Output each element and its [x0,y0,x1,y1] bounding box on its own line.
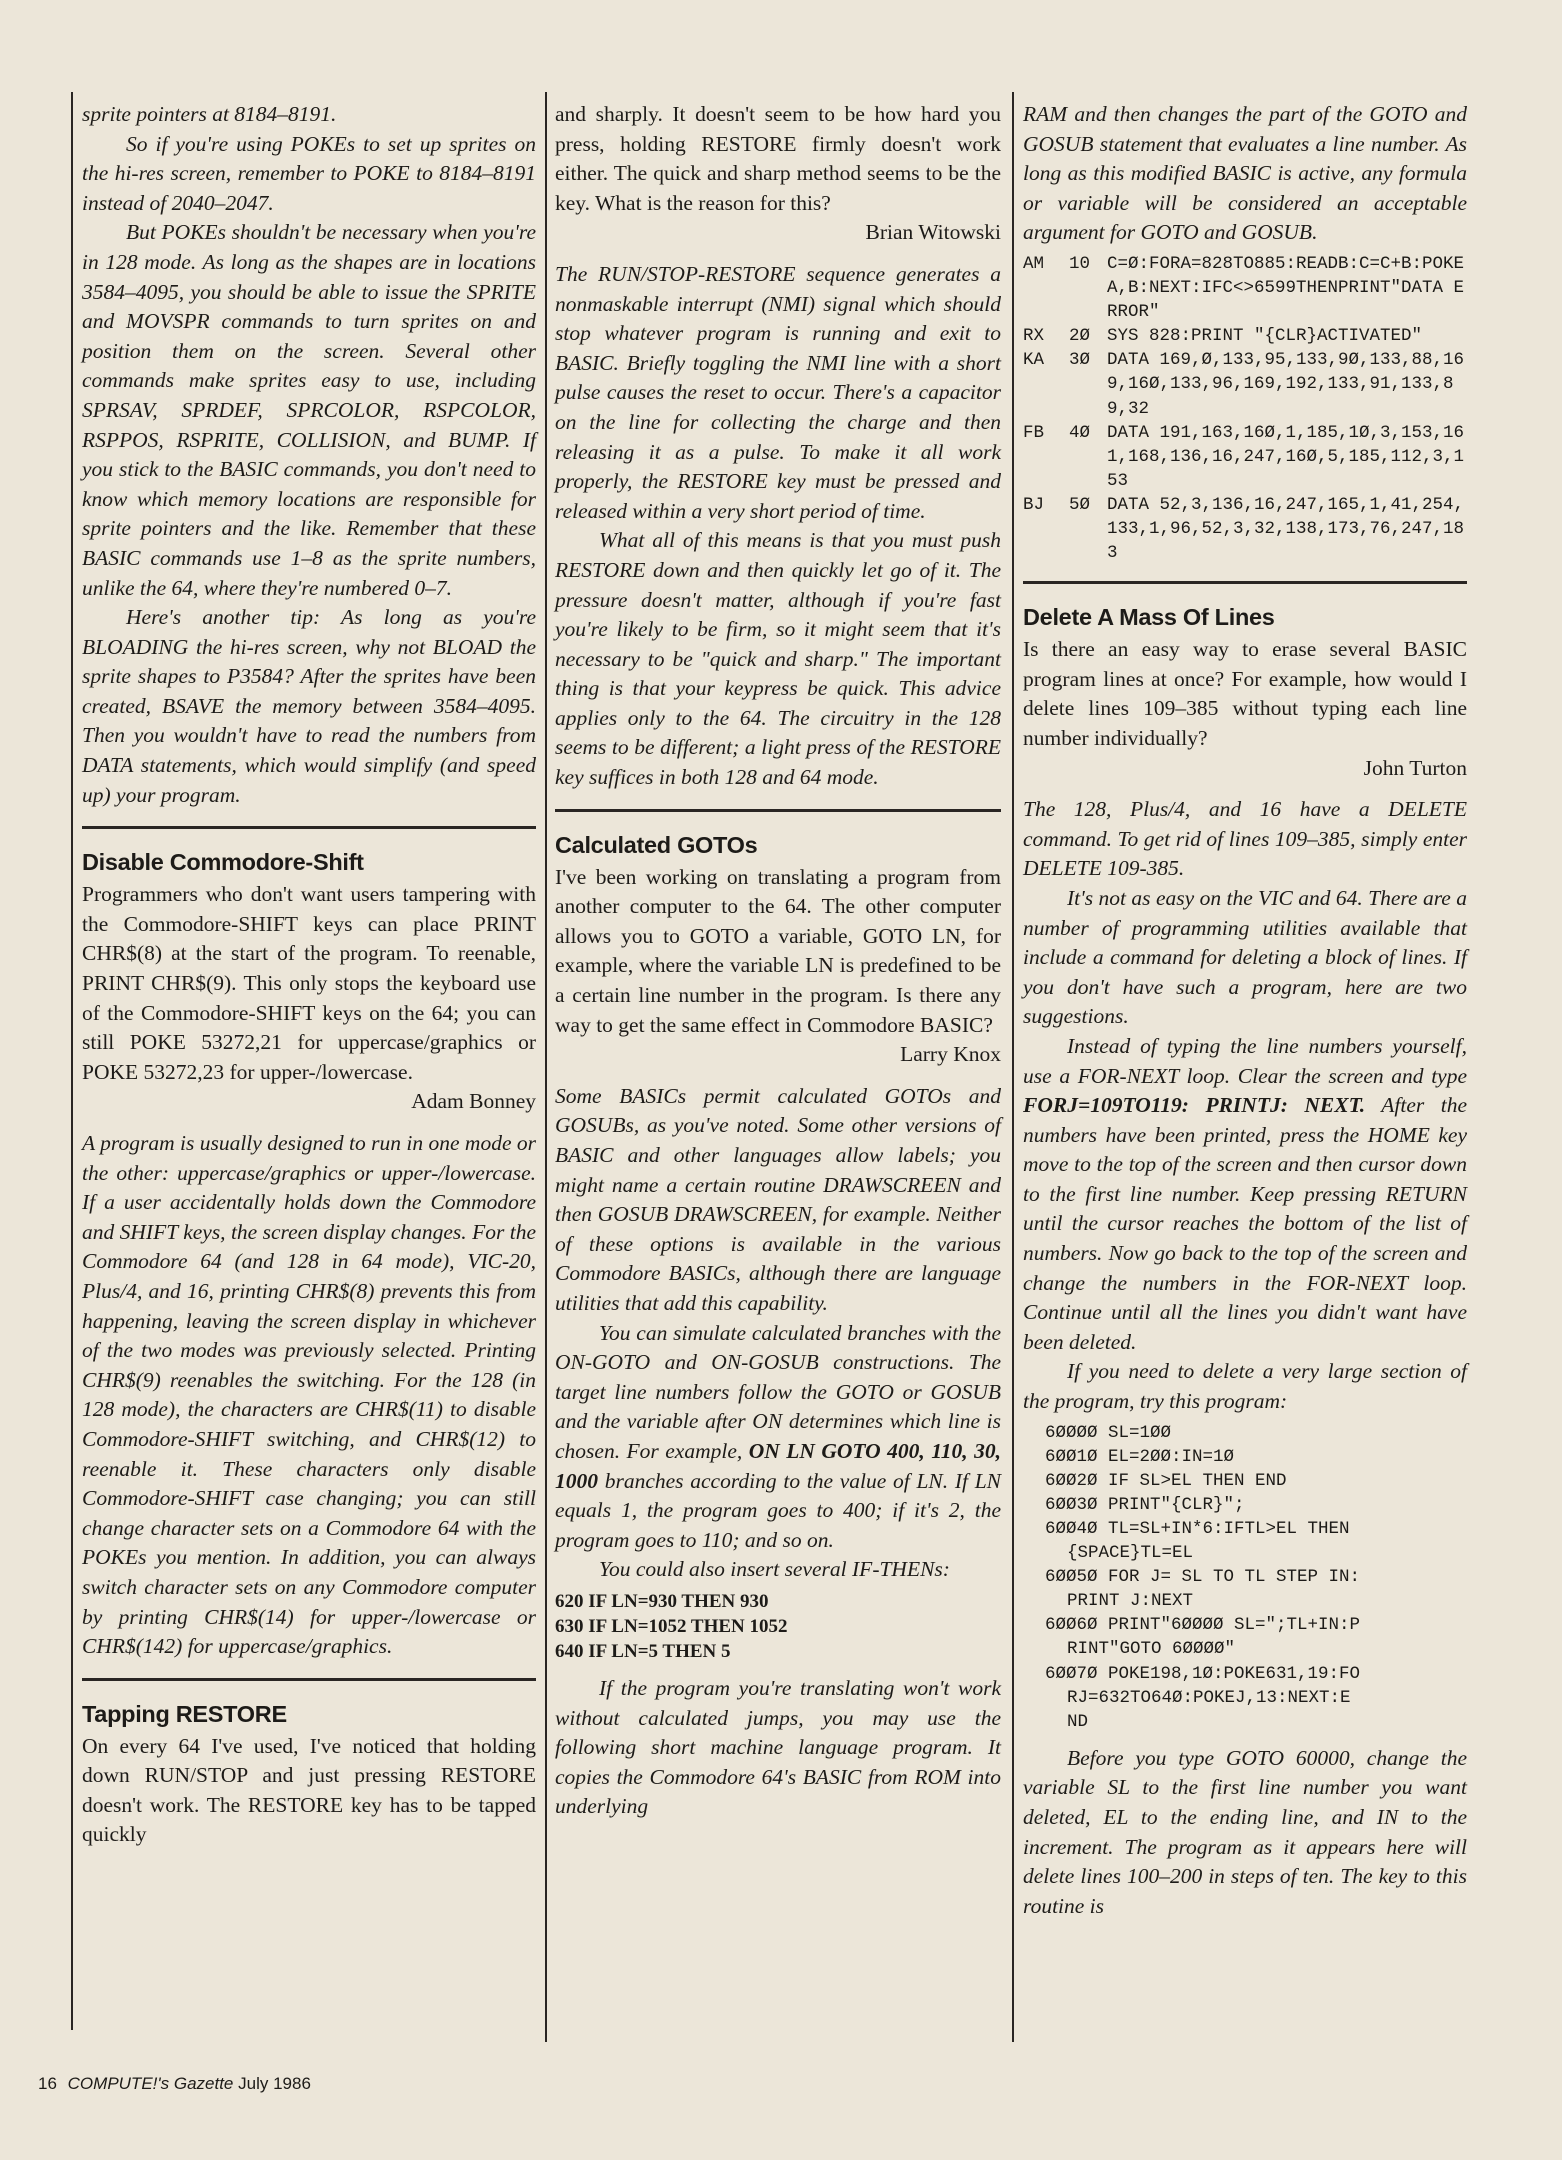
answer-paragraph: You could also insert several IF-THENs: [599,1557,950,1582]
section-heading-delete-lines: Delete A Mass Of Lines [1023,604,1275,631]
reader-question: and sharply. It doesn't seem to be how hard you press, holding RESTORE firmly doesn't work either. The quick and sharp method seems to be the key. What is the reason for this? [555,102,1001,215]
reader-question: Programmers who don't want users tampering with the Commodore-SHIFT keys can place PRINT CHR$(8) at the start of the program. To reenable, PRINT CHR$(9). This only stops the keyboard use of the Commodore-SHIFT keys on the 64; you can still POKE 53272,21 for uppercase/graphics or POKE 53272,23 for upper-/lowercase. [82,882,536,1084]
answer-paragraph: The RUN/STOP-RESTORE sequence generates a nonmaskable interrupt (NMI) signal which should stop whatever program is running and exit to BASIC. Briefly toggling the NMI line with a short pulse causes the reset to occur. There's a capacitor on the line for collecting the charge and then releasing it as a pulse. To make it all work properly, the RESTORE key must be pressed and released within a very short period of time. [555,261,1001,523]
program-line [1023,1469,1467,1493]
section-divider [1023,581,1467,584]
code-line: 630 IF LN=1052 THEN 1052 [555,1615,788,1637]
answer-paragraph: RAM and then changes the part of the GOTO and GOSUB statement that evaluates a line number. As long as this modified BASIC is active, any formula or variable will be considered an acceptable argument for GOTO and GOSUB. [1023,102,1467,245]
answer-text: After the numbers have been printed, press the HOME key move to the top of the screen and then cursor down to the first line number. Keep pressing RETURN until the cursor reaches the bottom of the list of numbers. Now go back to the top of the screen and change the numbers in the FOR-NEXT loop. Continue until all the lines you didn't want have been deleted. [1023,1093,1467,1354]
program-line-text: 6ØØ7Ø POKE198,1Ø:POKE631,19:FO RJ=632TO64Ø:POKEJ,13:NEXT:E ND [1045,1663,1361,1732]
line-code: DATA 191,163,16Ø,1,185,1Ø,3,153,161,168,136,16,247,16Ø,5,185,112,3,153 [1107,422,1465,491]
listing-line [1023,421,1467,493]
column-divider-1 [545,92,547,2042]
section-heading-tapping-restore: Tapping RESTORE [82,1700,287,1727]
section-heading-disable-commodore-shift: Disable Commodore-Shift [82,849,364,876]
program-line-text: 6ØØ6Ø PRINT"6ØØØØ SL=";TL+IN:P RINT"GOTO 6ØØØØ" [1045,1615,1361,1660]
column-divider-left [71,92,73,2030]
program-line [1023,1493,1467,1517]
reader-signature: Brian Witowski [865,220,1001,245]
inline-code: ON LN GOTO 400, 110, 30, 1000 [555,1438,1001,1493]
reader-signature: Larry Knox [900,1042,1001,1067]
code-example [555,1589,1001,1664]
code-line: 620 IF LN=930 THEN 930 [555,1590,769,1612]
section-divider [555,809,1001,812]
reader-question: I've been working on translating a program from another computer to the 64. The other computer allows you to GOTO a variable, GOTO LN, for example, where the variable LN is predefined to be a certain line number in the program. Is there any way to get the same effect in Commodore BASIC? [555,864,1001,1037]
listing-line [1023,348,1467,420]
paragraph: Here's another tip: As long as you're BLOADING the hi-res screen, why not BLOAD the sprite shapes to P3584? After the sprites have been created, BSAVE the memory between 3584–4095. Then you wouldn't have to read the numbers from DATA statements, which would simplify (and speed up) your program. [82,605,536,807]
program-line-text: 6ØØ2Ø IF SL>EL THEN END [1045,1470,1287,1491]
checksum: KA [1023,350,1045,371]
answer-paragraph: A program is usually designed to run in one mode or the other: uppercase/graphics or upper-/lowercase. If a user accidentally holds down the Commodore and SHIFT keys, the screen display changes. For the Commodore 64 (and 128 in 64 mode), VIC-20, Plus/4, and 16, printing CHR$(8) prevents this from happening, leaving the screen display in whichever of the two modes was previously selected. Printing CHR$(9) reenables the switching. For the 128 (in 128 mode), the characters are CHR$(11) to disable Commodore-SHIFT switching, and CHR$(12) to reenable it. These characters only disable Commodore-SHIFT case changing; you can still change character sets on a Commodore 64 with the POKEs you mention. In addition, you can always switch character sets on any Commodore computer by printing CHR$(14) for upper-/lowercase or CHR$(142) for uppercase/graphics. [82,1131,536,1659]
paragraph: So if you're using POKEs to set up sprites on the hi-res screen, remember to POKE to 8184–8191 instead of 2040–2047. [82,131,536,215]
section-divider [82,826,536,829]
answer-paragraph: Some BASICs permit calculated GOTOs and GOSUBs, as you've noted. Some other versions of BASIC and other languages allow labels; you might name a certain routine DRAWSCREEN and then GOSUB DRAWSCREEN, for example. Neither of these options is available in the various Commodore BASICs, although there are language utilities that add this capability. [555,1083,1001,1315]
answer-paragraph: It's not as easy on the VIC and 64. There are a number of programming utilities available that include a command for deleting a block of lines. If you don't have such a program, here are two suggestions. [1023,885,1467,1029]
line-number: 4Ø [1069,422,1091,443]
line-code: DATA 169,Ø,133,95,133,9Ø,133,88,169,16Ø,133,96,169,192,133,91,133,89,32 [1107,350,1465,419]
paragraph: But POKEs shouldn't be necessary when you're in 128 mode. As long as the shapes are in locations 3584–4095, you should be able to issue the SPRITE and MOVSPR commands to turn sprites on and position them on the screen. Several other commands make sprites easy to use, including SPRSAV, SPRDEF, SPRCOLOR, RSPCOLOR, RSPPOS, RSPRITE, COLLISION, and BUMP. If you stick to the BASIC commands, you don't need to know which memory locations are responsible for sprite pointers and the like. Remember that these BASIC commands use 1–8 as the sprite numbers, unlike the 64, where they're numbered 0–7. [82,220,536,600]
program-line-text: 6ØØ3Ø PRINT"{CLR}"; [1045,1494,1245,1515]
listing-line [1023,252,1467,324]
answer-paragraph [555,1319,1001,1556]
answer-paragraph [1023,1032,1467,1358]
column-divider-2 [1012,92,1014,2042]
section-divider [82,1678,536,1681]
listing-line [1023,324,1467,348]
column-1 [82,100,536,1850]
paragraph: sprite pointers at 8184–8191. [82,102,337,126]
line-number: 2Ø [1069,326,1091,347]
program-line [1023,1662,1467,1734]
reader-signature: Adam Bonney [411,1089,536,1114]
program-line [1023,1517,1467,1565]
section-heading-calculated-gotos: Calculated GOTOs [555,831,758,858]
code-line: 640 IF LN=5 THEN 5 [555,1640,731,1662]
answer-text: Instead of typing the line numbers yourself, use a FOR-NEXT loop. Clear the screen and type [1023,1033,1467,1088]
answer-paragraph: Before you type GOTO 60000, change the variable SL to the first line number you want deleted, EL to the ending line, and IN to the increment. The program as it appears here will delete lines 100–200 in steps of ten. The key to this routine is [1023,1745,1467,1918]
reader-signature: John Turton [1363,755,1467,780]
program-line [1023,1613,1467,1661]
listing-line [1023,493,1467,565]
program-line [1023,1445,1467,1469]
column-2 [555,100,1001,1822]
program-line-text: 6ØØØØ SL=1ØØ [1045,1422,1172,1443]
program-line-text: 6ØØ4Ø TL=SL+IN*6:IFTL>EL THEN {SPACE}TL=EL [1045,1519,1350,1564]
inline-code: FORJ=109TO119: PRINTJ: NEXT. [1023,1093,1366,1118]
column-3 [1023,100,1467,1921]
answer-text: branches according to the value of LN. If LN equals 1, the program goes to 400; if it's 2, the program goes to 110; and so on. [555,1468,1001,1552]
line-number: 5Ø [1069,494,1091,515]
line-number: 3Ø [1069,350,1091,371]
checksum: FB [1023,422,1045,443]
answer-paragraph: What all of this means is that you must push RESTORE down and then quickly let go of it. The pressure doesn't matter, although if you're fast you're likely to be firm, so it might seem that it's necessary to be "quick and sharp." The important thing is that your keypress be quick. This advice applies only to the 64. The circuitry in the 128 seems to be different; a light press of the RESTORE key suffices in both 128 and 64 mode. [555,528,1001,790]
page-footer [38,2074,311,2094]
line-code: SYS 828:PRINT "{CLR}ACTIVATED" [1107,326,1423,347]
program-line [1023,1421,1467,1445]
answer-paragraph: If you need to delete a very large section of the program, try this program: [1023,1359,1467,1414]
checksum: BJ [1023,494,1045,515]
page-number: 16 [38,2074,57,2093]
line-code: DATA 52,3,136,16,247,165,1,41,254,133,1,96,52,3,32,138,173,76,247,183 [1107,494,1465,564]
answer-paragraph: The 128, Plus/4, and 16 have a DELETE command. To get rid of lines 109–385, simply enter DELETE 109-385. [1023,797,1467,881]
magazine-name: COMPUTE!'s Gazette [67,2074,234,2093]
checksum: RX [1023,326,1045,347]
delete-lines-program [1023,1421,1467,1734]
program-line [1023,1565,1467,1613]
line-code: C=Ø:FORA=828TO885:READB:C=C+B:POKEA,B:NEXT:IFC<>6599THENPRINT"DATA ERROR" [1107,253,1465,323]
issue-date: July 1986 [238,2074,311,2093]
line-number: 10 [1069,253,1091,274]
answer-paragraph: If the program you're translating won't work without calculated jumps, you may use the following short machine language program. It copies the Commodore 64's BASIC from ROM into underlying [555,1675,1001,1819]
answer-text: You can simulate calculated branches with the ON-GOTO and ON-GOSUB constructions. The target line numbers follow the GOTO or GOSUB and the variable after ON determines which line is chosen. For example, [555,1320,1001,1463]
program-listing [1023,252,1467,565]
reader-question: On every 64 I've used, I've noticed that holding down RUN/STOP and just pressing RESTORE doesn't work. The RESTORE key has to be tapped quickly [82,1733,536,1847]
checksum: AM [1023,253,1045,274]
program-line-text: 6ØØ1Ø EL=2ØØ:IN=1Ø [1045,1446,1235,1467]
reader-question: Is there an easy way to erase several BASIC program lines at once? For example, how would I delete lines 109–385 without typing each line number individually? [1023,637,1467,750]
program-line-text: 6ØØ5Ø FOR J= SL TO TL STEP IN: PRINT J:NEXT [1045,1567,1361,1612]
